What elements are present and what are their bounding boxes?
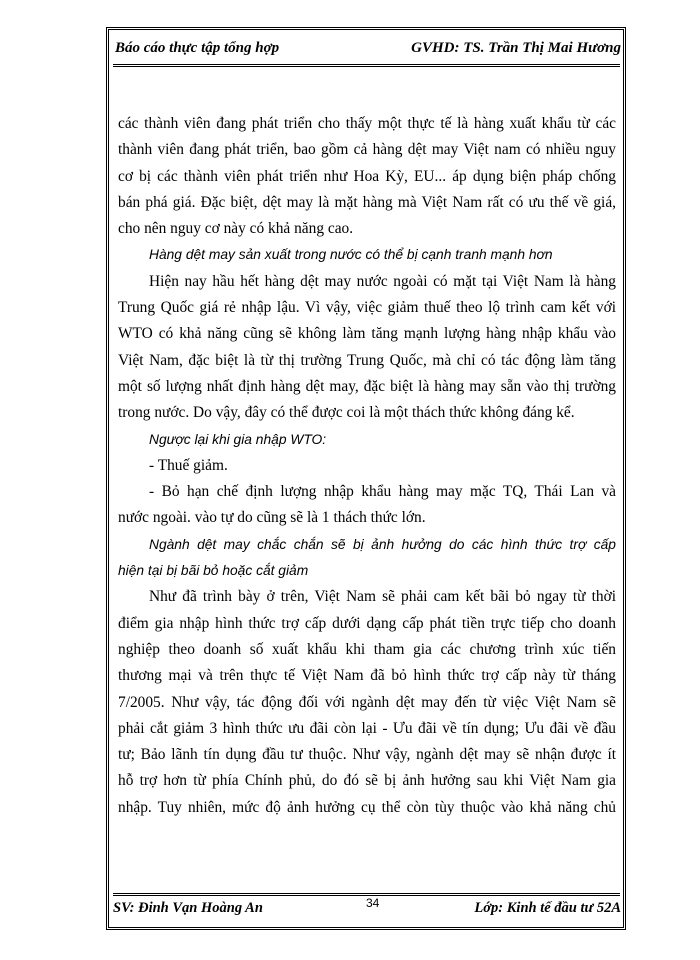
header-supervisor: GVHD: TS. Trần Thị Mai Hương — [411, 40, 621, 56]
paragraph-line: Hiện nay hầu hết hàng dệt may nước ngoài có mặt tại Việt Nam là hàng — [149, 272, 616, 290]
footer-student-name: SV: Đinh Vạn Hoàng An — [113, 900, 263, 916]
header-report-title: Báo cáo thực tập tổng hợp — [115, 40, 280, 56]
paragraph-line: điểm gia nhập hình thức trợ cấp dưới dạng cấp phát tiền trực tiếp cho doanh — [118, 614, 616, 632]
paragraph-line: nước ngoài. vào tự do cũng sẽ là 1 thách thức lớn. — [118, 509, 426, 527]
paragraph-line: cơ bị các thành viên phát triển như Hoa Kỳ, EU... áp dụng biện pháp chống — [118, 167, 616, 185]
subheading-line: Ngành dệt may chắc chắn sẽ bị ảnh hưởng do các hình thức trợ cấp — [149, 536, 616, 552]
paragraph-line: thương mại và trên thực tế Việt Nam đã bỏ hình thức trợ cấp này từ tháng — [118, 667, 616, 685]
paragraph-line: - Bỏ hạn chế định lượng nhập khẩu hàng may mặc TQ, Thái Lan và — [149, 483, 616, 501]
paragraph-line: nhập. Tuy nhiên, mức độ ảnh hưởng cụ thể còn tùy thuộc vào khả năng chủ — [118, 798, 616, 816]
paragraph-line: các thành viên đang phát triển cho thấy một thực tế là hàng xuất khẩu từ các — [118, 115, 616, 132]
paragraph-line: - Thuế giảm. — [149, 456, 228, 474]
paragraph-line: 7/2005. Như vậy, tác động đối với ngành dệt may đến từ việc Việt Nam sẽ — [118, 693, 616, 711]
paragraph-line: một số lượng nhất định hàng dệt may, đặc biệt là hàng may sẵn vào thị trường — [118, 377, 616, 395]
subheading-line: hiện tại bị bãi bỏ hoặc cắt giảm — [118, 563, 309, 579]
paragraph-line: trong nước. Do vậy, đây có thể được coi là một thách thức không đáng kể. — [118, 404, 575, 422]
paragraph-line: hỗ trợ hơn từ phía Chính phủ, do đó sẽ bị ảnh hưởng sau khi Việt Nam gia — [118, 772, 616, 790]
paragraph-line: bán phá giá. Đặc biệt, dệt may là mặt hàng mà Việt Nam rất có ưu thế về giá, — [118, 193, 616, 211]
paragraph-line: cho nên nguy cơ này có khả năng cao. — [118, 220, 354, 238]
subheading-line: Ngược lại khi gia nhập WTO: — [149, 431, 327, 447]
paragraph-line: WTO có khả năng cũng sẽ không làm tăng mạnh lượng hàng nhập khẩu vào — [118, 325, 616, 343]
header-rule — [113, 64, 620, 67]
paragraph-line: Trung Quốc giá rẻ nhập lậu. Vì vậy, việc giảm thuế theo lộ trình cam kết với — [118, 299, 616, 317]
paragraph-line: nghiệp theo doanh số xuất khẩu khi tham gia các chương trình xúc tiến — [118, 640, 616, 658]
subheading-line: Hàng dệt may sản xuất trong nước có thể bị cạnh tranh mạnh hơn — [149, 247, 553, 263]
paragraph-line: phải cắt giảm 3 hình thức ưu đãi còn lại - Ưu đãi về tín dụng; Ưu đãi về đầu — [118, 719, 616, 737]
page-header — [113, 38, 623, 62]
paragraph-line: thành viên đang phát triển, bao gồm cả hàng dệt may Việt nam có nhiều nguy — [118, 141, 616, 159]
paragraph-line: Như đã trình bày ở trên, Việt Nam sẽ phải cam kết bãi bỏ ngay từ thời — [149, 588, 616, 606]
paragraph-line: tư; Bảo lãnh tín dụng đầu tư thuộc. Như vậy, ngành dệt may sẽ nhận được ít — [118, 746, 616, 764]
body-text — [118, 111, 616, 821]
paragraph-line: Việt Nam, đặc biệt là từ thị trường Trung Quốc, mà chỉ có tác động làm tăng — [118, 351, 616, 369]
page-number: 34 — [366, 896, 380, 910]
page-footer — [113, 896, 623, 922]
footer-class-name: Lớp: Kinh tế đầu tư 52A — [474, 900, 621, 916]
